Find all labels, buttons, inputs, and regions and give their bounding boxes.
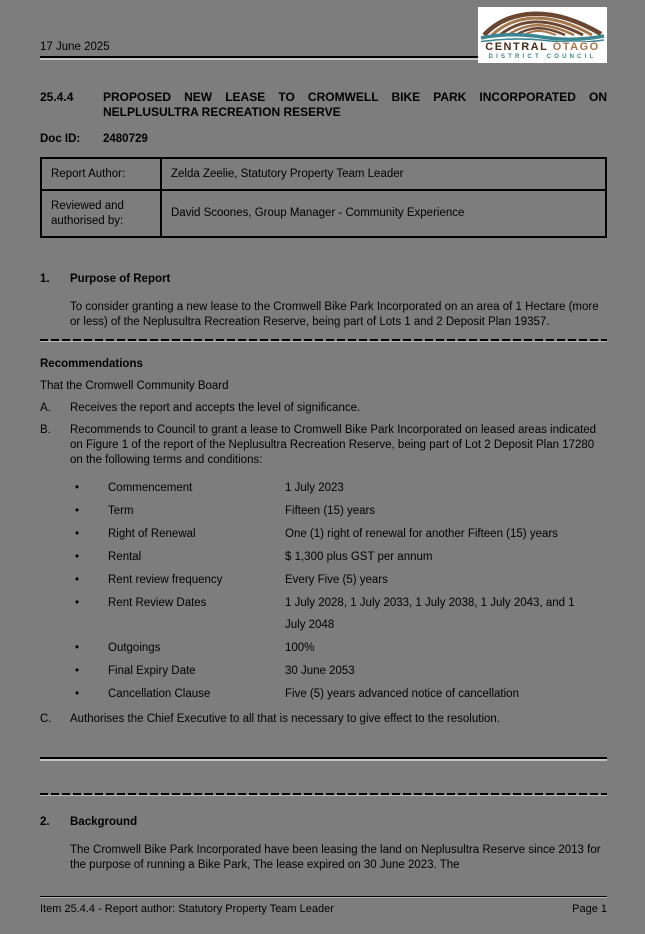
term-value: 1 July 2028, 1 July 2033, 1 July 2038, 1 July 2043, and 1 July 2048 xyxy=(285,597,575,631)
list-item xyxy=(75,637,607,659)
footer-item-text: Item 25.4.4 - Report author: Statutory Property Team Leader xyxy=(40,903,334,915)
table-row xyxy=(41,158,606,190)
term-value: One (1) right of renewal for another Fifteen (15) years xyxy=(285,528,558,540)
solid-divider xyxy=(40,757,607,759)
section-heading-background xyxy=(40,815,607,830)
purpose-paragraph: To consider granting a new lease to the Cromwell Bike Park Incorporated on an area of 1 Hectare (more or less) of the Neplusultra Recreation Reserve, being part of Lots 1 and 2 Deposit Plan 19357. xyxy=(70,301,599,328)
term-label: Rent review frequency xyxy=(108,574,223,586)
term-value: Fifteen (15) years xyxy=(285,505,376,517)
item-text: Authorises the Chief Executive to all that is necessary to give effect to the resolution. xyxy=(70,713,500,725)
bullet-icon: • xyxy=(75,482,80,494)
bullet-icon: • xyxy=(75,528,80,540)
section-title-background: Background xyxy=(70,816,138,828)
bullet-icon: • xyxy=(75,574,80,586)
term-label: Commencement xyxy=(108,482,193,494)
mountain-ridges-icon xyxy=(480,8,605,42)
list-item xyxy=(75,546,607,568)
recommendation-item-b xyxy=(40,423,607,468)
logo-wordmark xyxy=(485,42,599,53)
dashed-divider xyxy=(40,793,607,795)
bullet-icon: • xyxy=(75,505,80,517)
doc-id-label: Doc ID: xyxy=(40,133,81,145)
bullet-icon: • xyxy=(75,597,80,609)
doc-id-value: 2480729 xyxy=(103,133,148,145)
logo-subtitle: DISTRICT COUNCIL xyxy=(488,54,597,60)
recommendation-item-a xyxy=(40,401,607,416)
page-number: Page 1 xyxy=(572,903,607,915)
list-item xyxy=(75,660,607,682)
table-row xyxy=(41,190,606,237)
logo-word-otago: OTAGO xyxy=(552,41,600,53)
term-label: Term xyxy=(108,505,134,517)
meta-value-reviewed-by: David Scoones, Group Manager - Community Experience xyxy=(161,190,606,237)
term-label: Rental xyxy=(108,551,142,563)
section-number: 2. xyxy=(40,816,50,828)
term-value: Five (5) years advanced notice of cancellation xyxy=(285,688,519,700)
report-title: PROPOSED NEW LEASE TO CROMWELL BIKE PARK INCORPORATED ON NELPLUSULTRA RECREATION RESERVE xyxy=(103,90,607,119)
background-paragraph: The Cromwell Bike Park Incorporated have been leasing the land on Neplusultra Reserve since 2013 for the purpose of running a Bike Park, The lease expired on 30 June 2023. The xyxy=(70,844,601,871)
item-text: Recommends to Council to grant a lease to Cromwell Bike Park Incorporated on leased areas indicated on Figure 1 of the report of the Neplusultra Recreation Reserve, being part of Lot 2 Deposit Plan 17280 on the following terms and conditions: xyxy=(70,424,597,466)
term-value: Every Five (5) years xyxy=(285,574,388,586)
term-label: Cancellation Clause xyxy=(108,688,211,700)
section-heading-purpose xyxy=(40,272,607,287)
item-text: Receives the report and accepts the level of significance. xyxy=(70,402,361,414)
recommendations-heading: Recommendations xyxy=(40,358,143,370)
report-title-row xyxy=(40,90,607,120)
bullet-icon: • xyxy=(75,688,80,700)
item-letter: A. xyxy=(40,402,51,414)
footer-text-row xyxy=(40,897,607,916)
item-letter: C. xyxy=(40,713,52,725)
term-value: 100% xyxy=(285,642,315,654)
page-footer xyxy=(40,896,607,916)
meta-value-report-author: Zelda Zeelie, Statutory Property Team Leader xyxy=(161,158,606,190)
item-letter: B. xyxy=(40,424,51,436)
report-meta-table xyxy=(40,157,607,238)
recommendations-intro: That the Cromwell Community Board xyxy=(40,380,229,392)
term-value: 1 July 2023 xyxy=(285,482,344,494)
doc-id-row xyxy=(40,132,607,147)
list-item xyxy=(75,592,607,636)
list-item xyxy=(75,683,607,705)
meta-label-report-author: Report Author: xyxy=(41,158,161,190)
section-number: 1. xyxy=(40,273,50,285)
list-item xyxy=(75,569,607,591)
section-title-purpose: Purpose of Report xyxy=(70,273,171,285)
term-label: Right of Renewal xyxy=(108,528,196,540)
list-item xyxy=(75,500,607,522)
list-item xyxy=(75,477,607,499)
central-otago-logo xyxy=(478,7,607,63)
dashed-divider xyxy=(40,339,607,341)
recommendation-item-c xyxy=(40,712,607,727)
report-body xyxy=(40,90,607,873)
bullet-icon: • xyxy=(75,665,80,677)
list-item xyxy=(75,523,607,545)
term-label: Outgoings xyxy=(108,642,161,654)
report-item-number: 25.4.4 xyxy=(40,90,74,104)
meta-label-reviewed-by: Reviewed and authorised by: xyxy=(41,190,161,237)
term-value: $ 1,300 plus GST per annum xyxy=(285,551,433,563)
term-value: 30 June 2053 xyxy=(285,665,355,677)
logo-word-central: CENTRAL xyxy=(485,41,549,53)
lease-terms-list xyxy=(75,477,607,705)
bullet-icon: • xyxy=(75,551,80,563)
bullet-icon: • xyxy=(75,642,80,654)
term-label: Final Expiry Date xyxy=(108,665,196,677)
header-date: 17 June 2025 xyxy=(40,41,110,53)
term-label: Rent Review Dates xyxy=(108,597,207,609)
